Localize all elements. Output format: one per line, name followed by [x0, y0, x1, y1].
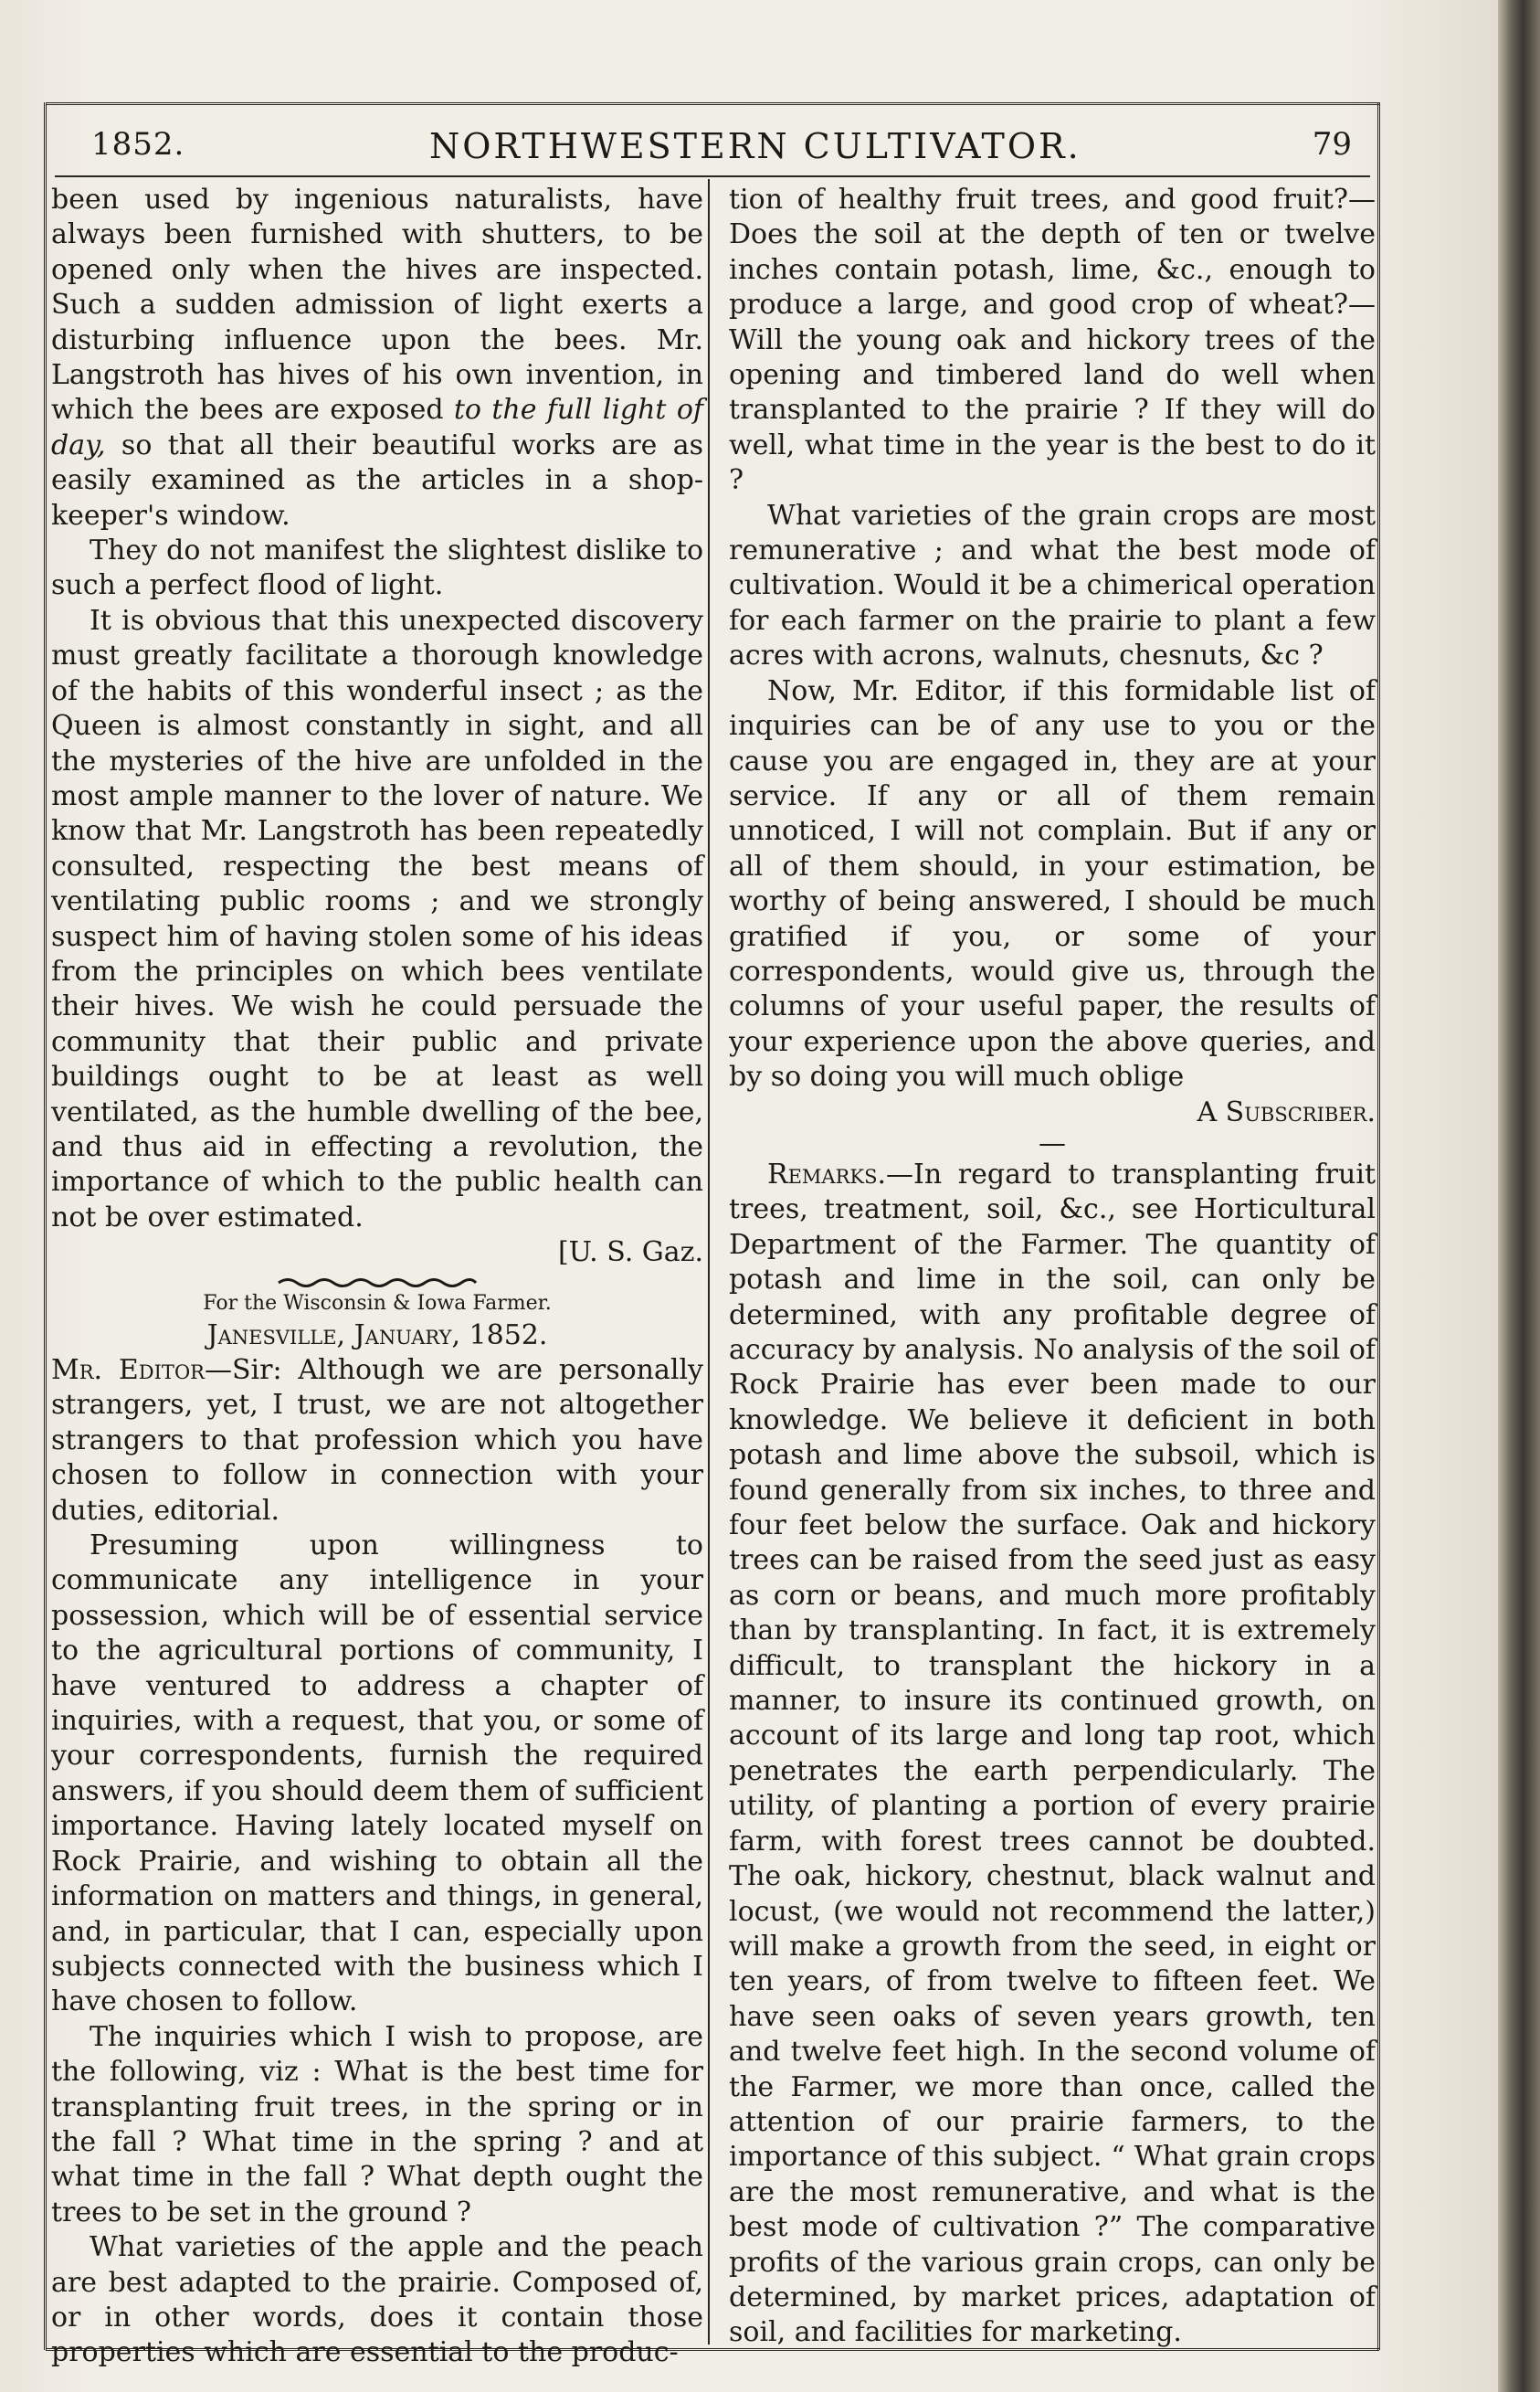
masthead [91, 126, 1352, 172]
letter-paragraph: Mr. Editor—Sir: Although we are personally strangers, yet, I trust, we are not altogether strangers to that profession which you have chosen to follow in connection with your duties, editorial. [51, 1354, 703, 1527]
left-column [51, 183, 703, 2371]
masthead-rule [55, 175, 1370, 177]
remarks-label: Remarks. [767, 1158, 887, 1191]
letter-paragraph: The inquiries which I wish to propose, are the following, viz : What is the best time for transplanting fruit trees, in the spring or in the fall ? What time in the spring ? and at what time in the fall ? What depth ought the trees to be set in the ground ? [51, 2020, 703, 2228]
bee-article-paragraph: It is obvious that this unexpected discovery must greatly facilitate a thorough knowledge of the habits of this wonderful insect ; as the Queen is almost constantly in sight, and all the mysteries of the hive are unfolded in the most ample manner to the lover of nature. We know that Mr. Langstroth has been repeatedly consulted, respecting the best means of ventilating public rooms ; and we strongly suspect him of having stolen some of his ideas from the principles on which bees ventilate their hives. We wish he could persuade the community that their public and private buildings ought to be at least as well ventilated, as the humble dwelling of the bee, and thus aid in effecting a revolution, the importance of which to the public health can not be over estimated. [51, 604, 703, 1233]
letter-paragraph: Now, Mr. Editor, if this formidable list of inquiries can be of any use to you or the cause you are engaged in, they are at your service. If any or all of them remain unnoticed, I will not complain. But if any or all of them should, in your estimation, be worthy of being answered, I should be much gratified if you, or some of your correspondents, would give us, through the columns of your useful paper, the results of your experience upon the above queries, and by so doing you will much oblige [729, 674, 1376, 1094]
bee-article-paragraph: They do not manifest the slightest dislike to such a perfect flood of light. [51, 534, 703, 602]
left-border-rule [44, 102, 47, 2350]
bee-article-paragraph: been used by ingenious naturalists, have always been furnished with shutters, to be opened only when the hives are inspected. Such a sudden admission of light exerts a disturbing influence upon the bees. Mr. Langstroth has hives of his own invention, in which the bees are exposed to the full light of day, so that all their beautiful works are as easily examined as the articles in a shop-keeper's window. [51, 184, 703, 532]
right-column [729, 183, 1376, 2351]
letter-signature: A Subscriber. [1197, 1095, 1376, 1128]
salutation: Mr. Editor [51, 1354, 205, 1386]
remarks-paragraph: Remarks.—In regard to transplanting fruit trees, treatment, soil, &c., see Horticultural Department of the Farmer. The quantity of potash and lime in the soil, can only be determined, with any profitable degree of accuracy by analysis. No analysis of the soil of Rock Prairie has ever been made to our knowledge. We believe it deficient in both potash and lime above the subsoil, which is found generally from six inches, to three and four feet below the surface. Oak and hickory trees can be raised from the seed just as easy as corn or beans, and much more profitably than by transplanting. In fact, it is extremely difficult, to transplant the hickory in a manner, to insure its continued growth, on account of its large and long tap root, which penetrates the earth perpendicularly. The utility, of planting a portion of every prairie farm, with forest trees cannot be doubted. The oak, hickory, chestnut, black walnut and locust, (we would not recommend the latter,) will make a growth from the seed, in eight or ten years, of from twelve to fifteen feet. We have seen oaks of seven years growth, ten and twelve feet high. In the second volume of the Farmer, we more than once, called the attention of our prairie farmers, to the importance of this subject. “ What grain crops are the most remunerative, and what is the best mode of cultivation ?” The comparative profits of the various grain crops, can only be determined, by market prices, adaptation of soil, and facilities for marketing. [729, 1158, 1376, 2349]
masthead-year: 1852. [91, 126, 185, 163]
masthead-title: NORTHWESTERN CULTIVATOR. [429, 126, 1081, 166]
letter-paragraph: What varieties of the grain crops are most remunerative ; and what the best mode of cultivation. Would it be a chimerical operation for each farmer on the prairie to plant a few acres with acrons, walnuts, chesnuts, &c ? [729, 499, 1376, 672]
letter-paragraph: Presuming upon willingness to communicate any intelligence in your possession, which will be of essential service to the agricultural portions of community, I have ventured to address a chapter of inquiries, with a request, that you, or some of your correspondents, furnish the required answers, if you should deem them of sufficient importance. Having lately located myself on Rock Prairie, and wishing to obtain all the information on matters and things, in general, and, in particular, that I can, especially upon subjects connected with the business which I have chosen to follow. [51, 1529, 703, 2018]
letter-credit: For the Wisconsin & Iowa Farmer. [203, 1291, 552, 1315]
top-border-rule [46, 102, 1379, 105]
article-attribution: [U. S. Gaz. [557, 1236, 703, 1269]
column-divider [708, 179, 710, 2344]
right-border-rule [1377, 102, 1380, 2350]
page-binding-edge [1498, 0, 1540, 2392]
letter-dateline: Janesville, January, 1852. [206, 1318, 548, 1351]
section-separator: — [1039, 1127, 1066, 1159]
letter-paragraph: tion of healthy fruit trees, and good fruit?—Does the soil at the depth of ten or twelve inches contain potash, lime, &c., enough to produce a large, and good crop of wheat?—Will the young oak and hickory trees of the opening and timbered land do well when transplanted to the prairie ? If they will do well, what time in the year is the best to do it ? [729, 184, 1376, 497]
letter-paragraph: What varieties of the apple and the peach are best adapted to the prairie. Composed of, or in other words, does it contain those properties which are essential to the produc- [51, 2231, 703, 2369]
page-number: 79 [1312, 126, 1352, 163]
ornamental-divider-icon [277, 1276, 478, 1289]
